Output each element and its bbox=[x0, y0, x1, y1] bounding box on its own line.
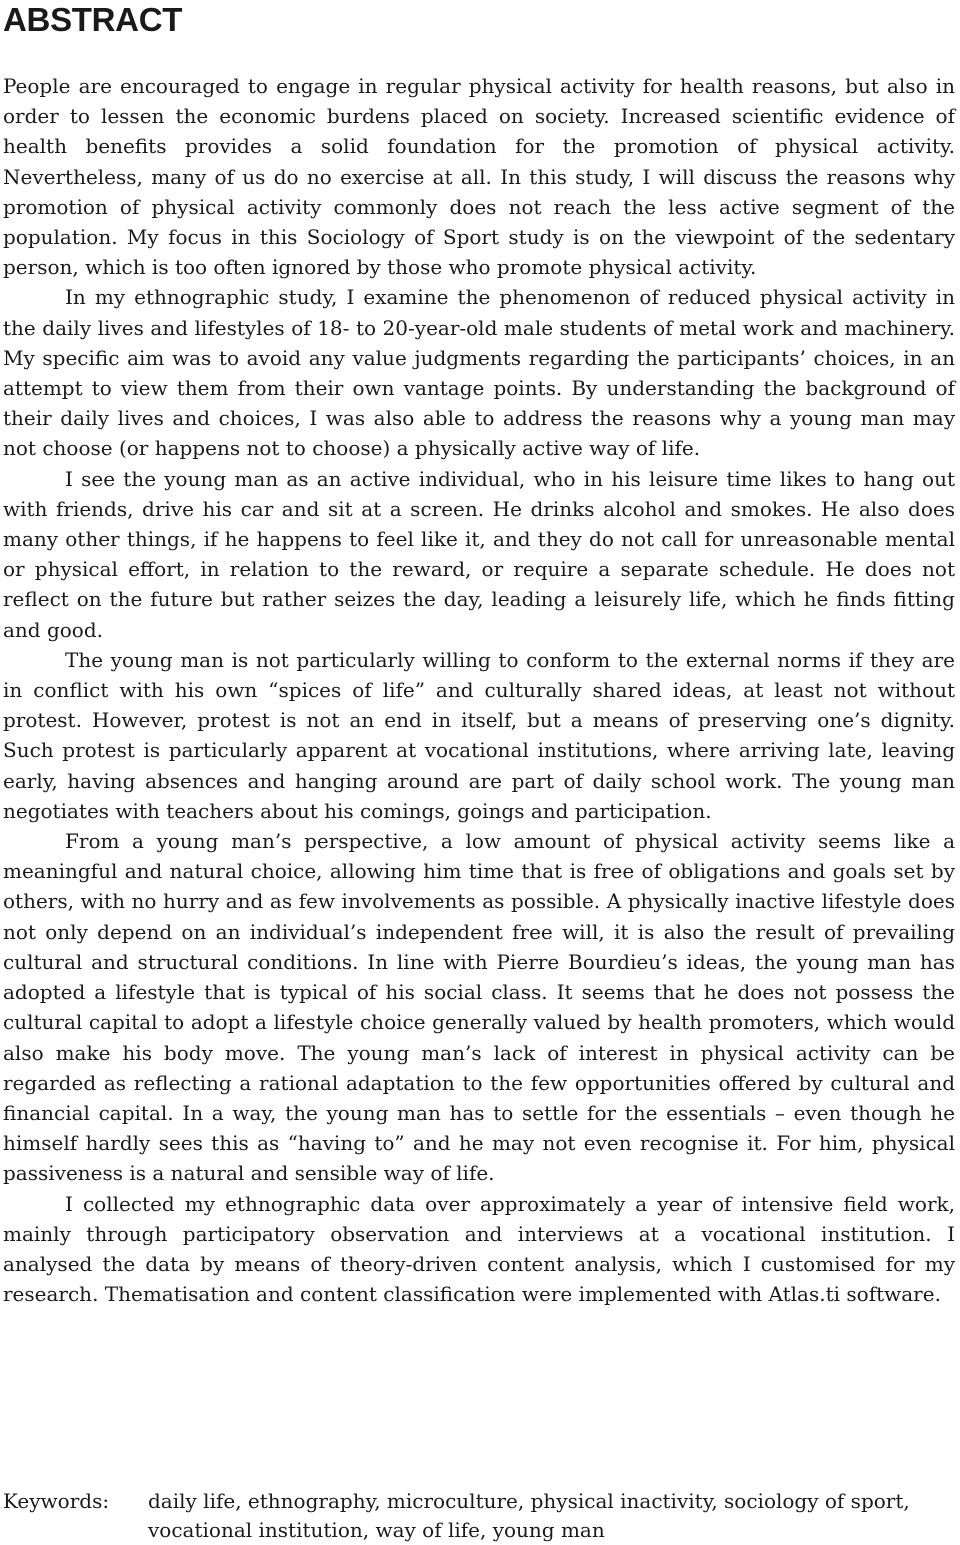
keywords-section bbox=[3, 1487, 955, 1545]
abstract-paragraph-6: I collected my ethnographic data over approximately a year of intensive field work, mainly through participatory observation and interviews at a vocational institution. I analysed the data by means of theory-driven content analysis, which I customised for my research. Thematisation and content classification were implemented with Atlas.ti software. bbox=[3, 1191, 955, 1307]
keywords-list: daily life, ethnography, microculture, physical inactivity, sociology of sport, vocational institution, way of life, young man bbox=[148, 1489, 910, 1542]
abstract-paragraph-1: People are encouraged to engage in regular physical activity for health reasons, but also in order to lessen the economic burdens placed on society. Increased scientific evidence of health benefits provides a solid foundation for the promotion of physical activity. Nevertheless, many of us do no exercise at all. In this study, I will discuss the reasons why promotion of physical activity commonly does not reach the less active segment of the population. My focus in this Sociology of Sport study is on the viewpoint of the sedentary person, which is too often ignored by those who promote physical activity. bbox=[3, 74, 955, 280]
keywords-label: Keywords: bbox=[3, 1489, 110, 1513]
abstract-heading: ABSTRACT bbox=[3, 1, 183, 38]
abstract-paragraph-2: In my ethnographic study, I examine the phenomenon of reduced physical activity in the daily lives and lifestyles of 18- to 20-year-old male students of metal work and machinery. My specific aim was to avoid any value judgments regarding the participants’ choices, in an attempt to view them from their own vantage points. By understanding the background of their daily lives and choices, I was also able to address the reasons why a young man may not choose (or happens not to choose) a physically active way of life. bbox=[3, 285, 955, 461]
abstract-body bbox=[3, 71, 955, 1309]
abstract-paragraph-4: The young man is not particularly willing to conform to the external norms if they are in conflict with his own “spices of life” and culturally shared ideas, at least not without protest. However, protest is not an end in itself, but a means of preserving one’s dignity. Such protest is particularly apparent at vocational institutions, where arriving late, leaving early, having absences and hanging around are part of daily school work. The young man negotiates with teachers about his comings, goings and participation. bbox=[3, 647, 955, 823]
abstract-paragraph-3: I see the young man as an active individual, who in his leisure time likes to hang out with friends, drive his car and sit at a screen. He drinks alcohol and smokes. He also does many other things, if he happens to feel like it, and they do not call for unreasonable mental or physical effort, in relation to the reward, or require a separate schedule. He does not reflect on the future but rather seizes the day, leading a leisurely life, which he finds fitting and good. bbox=[3, 466, 955, 642]
abstract-paragraph-5: From a young man’s perspective, a low amount of physical activity seems like a meaningful and natural choice, allowing him time that is free of obligations and goals set by others, with no hurry and as few involvements as possible. A physically inactive lifestyle does not only depend on an individual’s independent free will, it is also the result of prevailing cultural and structural conditions. In line with Pierre Bourdieu’s ideas, the young man has adopted a lifestyle that is typical of his social class. It seems that he does not possess the cultural capital to adopt a lifestyle choice generally valued by health promoters, which would also make his body move. The young man’s lack of interest in physical activity can be regarded as reflecting a rational adaptation to the few opportunities offered by cultural and financial capital. In a way, the young man has to settle for the essentials – even though he himself hardly sees this as “having to” and he may not even recognise it. For him, physical passiveness is a natural and sensible way of life. bbox=[3, 829, 955, 1186]
